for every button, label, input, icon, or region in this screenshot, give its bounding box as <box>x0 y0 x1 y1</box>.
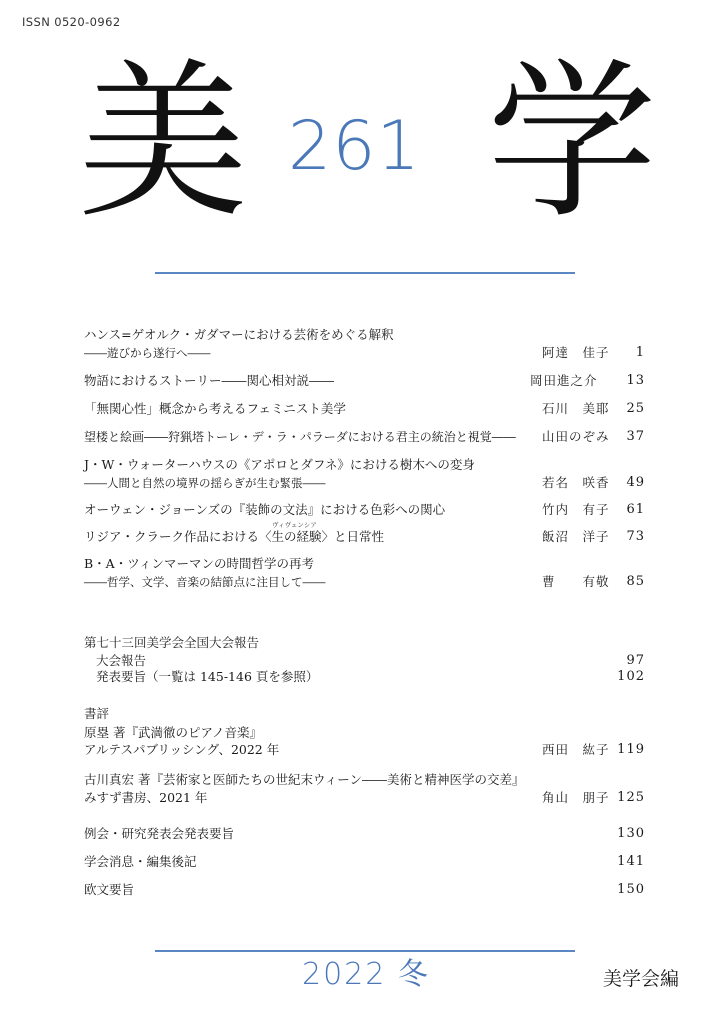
bottom-divider <box>155 950 575 952</box>
reviews-heading: 書評 <box>84 706 110 721</box>
article-6-title: オーウェン・ジョーンズの『装飾の文法』における色彩への関心 <box>84 502 446 517</box>
review-2-book: 古川真宏 著『芸術家と医師たちの世紀末ウィーン――美術と精神医学の交差』 <box>84 772 525 787</box>
article-1-page: 1 <box>635 345 645 360</box>
article-1-title: ハンス=ゲオルク・ガダマーにおける芸術をめぐる解釈 <box>84 327 394 342</box>
review-2-page: 125 <box>617 790 645 805</box>
article-7-author: 飯沼 洋子 <box>542 529 610 544</box>
article-5-title: J・W・ウォーターハウスの《アポロとダフネ》における樹木への変身 <box>84 457 475 472</box>
review-2-author: 角山 朋子 <box>542 790 610 805</box>
review-1-book: 原塁 著『武満徹のピアノ音楽』 <box>84 725 262 740</box>
title-char-bi: 美 <box>78 44 249 242</box>
article-5-author: 若名 咲香 <box>542 475 610 490</box>
review-2-publisher: みすず書房、2021 年 <box>84 790 208 805</box>
article-4-title: 望楼と絵画――狩猟塔トーレ・デ・ラ・パラーダにおける君主の統治と視覚―― <box>84 430 516 444</box>
article-6-author: 竹内 有子 <box>542 502 610 517</box>
conference-item-report-page: 97 <box>626 653 645 668</box>
article-4-page: 37 <box>626 429 645 444</box>
article-5-subtitle: ――人間と自然の境界の揺らぎが生む緊張―― <box>84 476 326 490</box>
article-8-subtitle: ――哲学、文学、音楽の結節点に注目して―― <box>84 575 326 589</box>
article-1-author: 阿達 佳子 <box>542 345 610 360</box>
misc-english-abstracts-page: 150 <box>617 882 645 897</box>
misc-news-postscript-page: 141 <box>617 854 645 869</box>
conference-item-report: 大会報告 <box>96 653 147 668</box>
issn-label: ISSN 0520-0962 <box>22 15 121 29</box>
article-3-page: 25 <box>626 401 645 416</box>
misc-meeting-abstracts-page: 130 <box>617 826 645 841</box>
article-8-title: B・A・ツィンマーマンの時間哲学の再考 <box>84 556 314 571</box>
article-6-page: 61 <box>626 502 645 517</box>
review-1-publisher: アルテスパブリッシング、2022 年 <box>84 742 280 757</box>
review-1-author: 西田 紘子 <box>542 742 610 757</box>
article-8-author: 曹 有敬 <box>542 574 610 589</box>
conference-heading: 第七十三回美学会全国大会報告 <box>84 635 260 650</box>
misc-meeting-abstracts: 例会・研究発表会発表要旨 <box>84 826 235 841</box>
editor-credit: 美学会編 <box>603 968 680 990</box>
issue-year-season: 2022 冬 <box>302 957 430 992</box>
misc-english-abstracts: 欧文要旨 <box>84 882 135 897</box>
review-1-page: 119 <box>617 742 645 757</box>
misc-news-postscript: 学会消息・編集後記 <box>84 854 197 869</box>
title-char-gaku: 学 <box>487 44 658 242</box>
article-7-ruby: ヴィヴェンシア <box>272 521 317 529</box>
article-2-page: 13 <box>626 373 645 388</box>
article-7-page: 73 <box>626 529 645 544</box>
article-4-author: 山田のぞみ <box>542 429 610 444</box>
article-3-author: 石川 美耶 <box>542 401 610 416</box>
article-2-author: 岡田進之介 <box>530 373 598 388</box>
volume-number: 261 <box>288 107 421 186</box>
article-8-page: 85 <box>626 574 645 589</box>
article-5-page: 49 <box>626 475 645 490</box>
article-3-title: 「無関心性」概念から考えるフェミニスト美学 <box>84 401 346 416</box>
article-7-title: リジア・クラーク作品における〈生の経験〉と日常性 <box>84 529 385 544</box>
article-1-subtitle: ――遊びから遂行へ―― <box>84 346 211 360</box>
article-2-title: 物語におけるストーリー――関心相対説―― <box>84 373 335 388</box>
conference-item-abstracts-page: 102 <box>617 669 645 684</box>
conference-item-abstracts: 発表要旨（一覧は 145-146 頁を参照） <box>96 669 319 684</box>
